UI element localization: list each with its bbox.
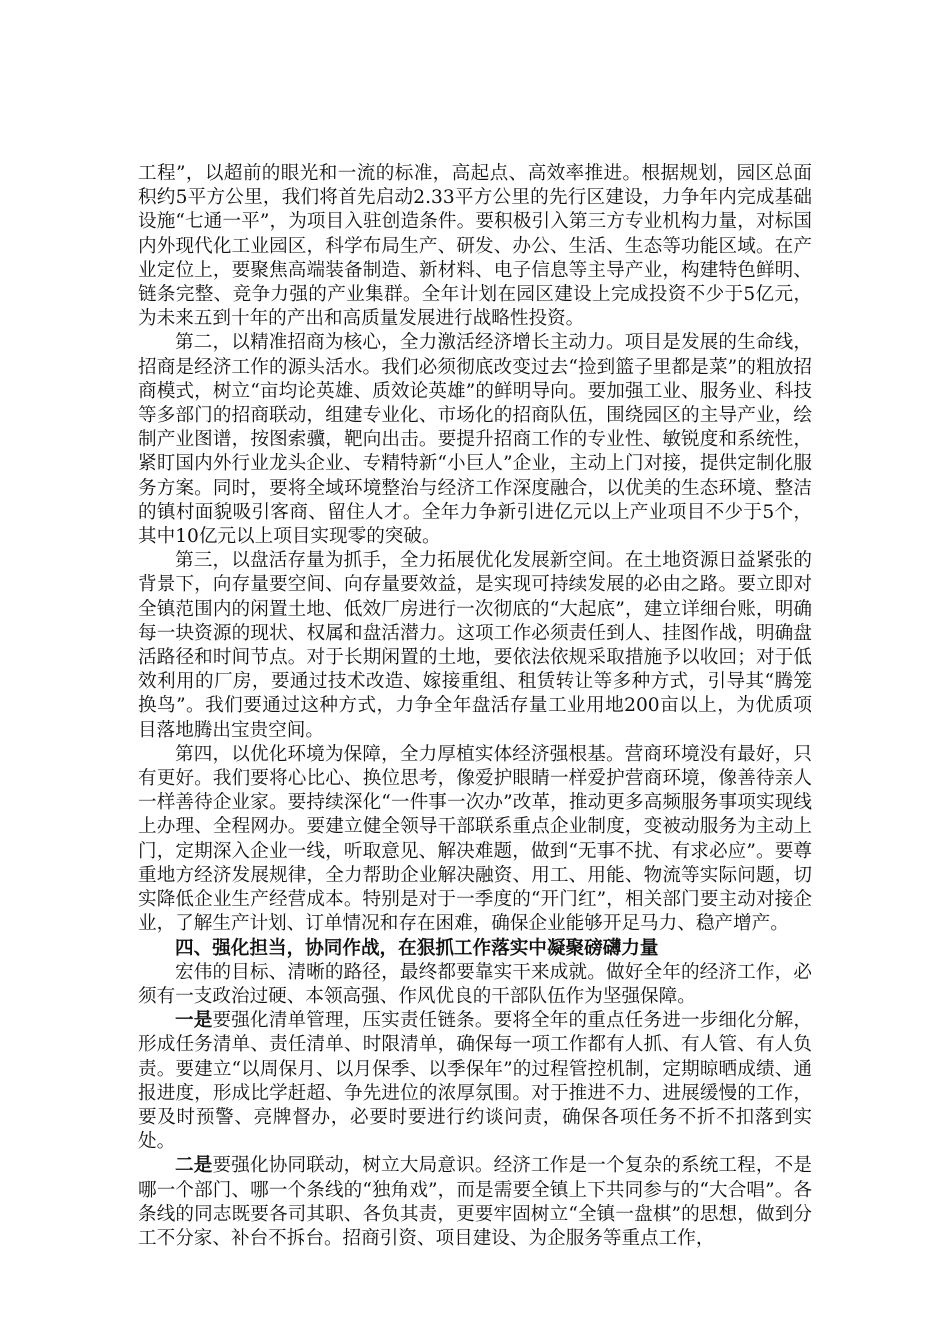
document-body	[138, 162, 812, 1251]
paragraph-lead: 一是	[175, 1010, 213, 1032]
paragraph-text: 要强化清单管理，压实责任链条。要将全年的重点任务进一步细化分解，形成任务清单、责任清单、时限清单，确保每一项工作都有人抓、有人管、有人负责。要建立“以周保月、以月保季、以季保年”的过程管控机制，定期晾晒成绩、通报进度，形成比学赶超、争先进位的浓厚氛围。对于推进不力、进展缓慢的工作，要及时预警、亮牌督办，必要时要进行约谈问责，确保各项任务不折不扣落到实处。	[138, 1010, 812, 1153]
paragraph-lead: 二是	[175, 1155, 213, 1177]
paragraph-precise-investment	[138, 331, 812, 549]
paragraph-text: 要强化协同联动，树立大局意识。经济工作是一个复杂的系统工程，不是哪一个部门、哪一个条线的“独角戏”，而是需要全镇上下共同参与的“大合唱”。各条线的同志既要各司其职、各负其责，更要牢固树立“全镇一盘棋”的思想，做到分工不分家、补台不拆台。招商引资、项目建设、为企服务等重点工作，	[138, 1155, 812, 1249]
paragraph-text: 宏伟的目标、清晰的路径，最终都要靠实干来成就。做好全年的经济工作，必须有一支政治过硬、本领高强、作风优良的干部队伍作为坚强保障。	[138, 961, 812, 1007]
paragraph-checklist-management	[138, 1009, 812, 1154]
paragraph-revitalize-stock	[138, 549, 812, 743]
paragraph-text: 第四，以优化环境为保障，全力厚植实体经济强根基。营商环境没有最好，只有更好。我们要将心比心、换位思考，像爱护眼睛一样爱护营商环境，像善待亲人一样善待企业家。要持续深化“一件事一次办”改革，推动更多高频服务事项实现线上办理、全程网办。要建立健全领导干部联系重点企业制度，变被动服务为主动上门，定期深入企业一线，听取意见、解决难题，做到“无事不扰、有求必应”。要尊重地方经济发展规律，全力帮助企业解决融资、用工、用能、物流等实际问题，切实降低企业生产经营成本。特别是对于一季度的“开门红”，相关部门要主动对接企业，了解生产计划、订单情况和存在困难，确保企业能够开足马力、稳产增产。	[138, 743, 812, 935]
paragraph-section-intro	[138, 961, 812, 1009]
paragraph-park-construction	[138, 162, 812, 331]
paragraph-text: 第三，以盘活存量为抓手，全力拓展优化发展新空间。在土地资源日益紧张的背景下，向存量要空间、向存量要效益，是实现可持续发展的必由之路。要立即对全镇范围内的闲置土地、低效厂房进行一次彻底的“大起底”，建立详细台账，明确每一块资源的现状、权属和盘活潜力。这项工作必须责任到人、挂图作战，明确盘活路径和时间节点。对于长期闲置的土地，要依法依规采取措施予以收回；对于低效利用的厂房，要通过技术改造、嫁接重组、租赁转让等多种方式，引导其“腾笼换鸟”。我们要通过这种方式，力争全年盘活存量工业用地200亩以上，为优质项目落地腾出宝贵空间。	[138, 550, 812, 741]
paragraph-text: 工程”，以超前的眼光和一流的标准，高起点、高效率推进。根据规划，园区总面积约5平方公里，我们将首先启动2.33平方公里的先行区建设，力争年内完成基础设施“七通一平”，为项目入驻创造条件。要积极引入第三方专业机构力量，对标国内外现代化工业园区，科学布局生产、研发、办公、生活、生态等功能区域。在产业定位上，要聚焦高端装备制造、新材料、电子信息等主导产业，构建特色鲜明、链条完整、竞争力强的产业集群。全年计划在园区建设上完成投资不少于5亿元，为未来五到十年的产出和高质量发展进行战略性投资。	[138, 163, 812, 330]
paragraph-text: 第二，以精准招商为核心，全力激活经济增长主动力。项目是发展的生命线，招商是经济工作的源头活水。我们必须彻底改变过去“捡到篮子里都是菜”的粗放招商模式，树立“亩均论英雄、质效论英雄”的鲜明导向。要加强工业、服务业、科技等多部门的招商联动，组建专业化、市场化的招商队伍，围绕园区的主导产业，绘制产业图谱，按图索骥，靶向出击。要提升招商工作的专业性、敏锐度和系统性，紧盯国内外行业龙头企业、专精特新“小巨人”企业，主动上门对接，提供定制化服务方案。同时，要将全域环境整治与经济工作深度融合，以优美的生态环境、整洁的镇村面貌吸引客商、留住人才。全年力争新引进亿元以上产业项目不少于5个，其中10亿元以上项目实现零的突破。	[138, 332, 812, 548]
paragraph-coordination	[138, 1154, 812, 1251]
paragraph-optimize-environment	[138, 743, 812, 937]
section-heading-four	[138, 937, 812, 961]
heading-text: 四、强化担当，协同作战，在狠抓工作落实中凝聚磅礴力量	[175, 937, 659, 959]
